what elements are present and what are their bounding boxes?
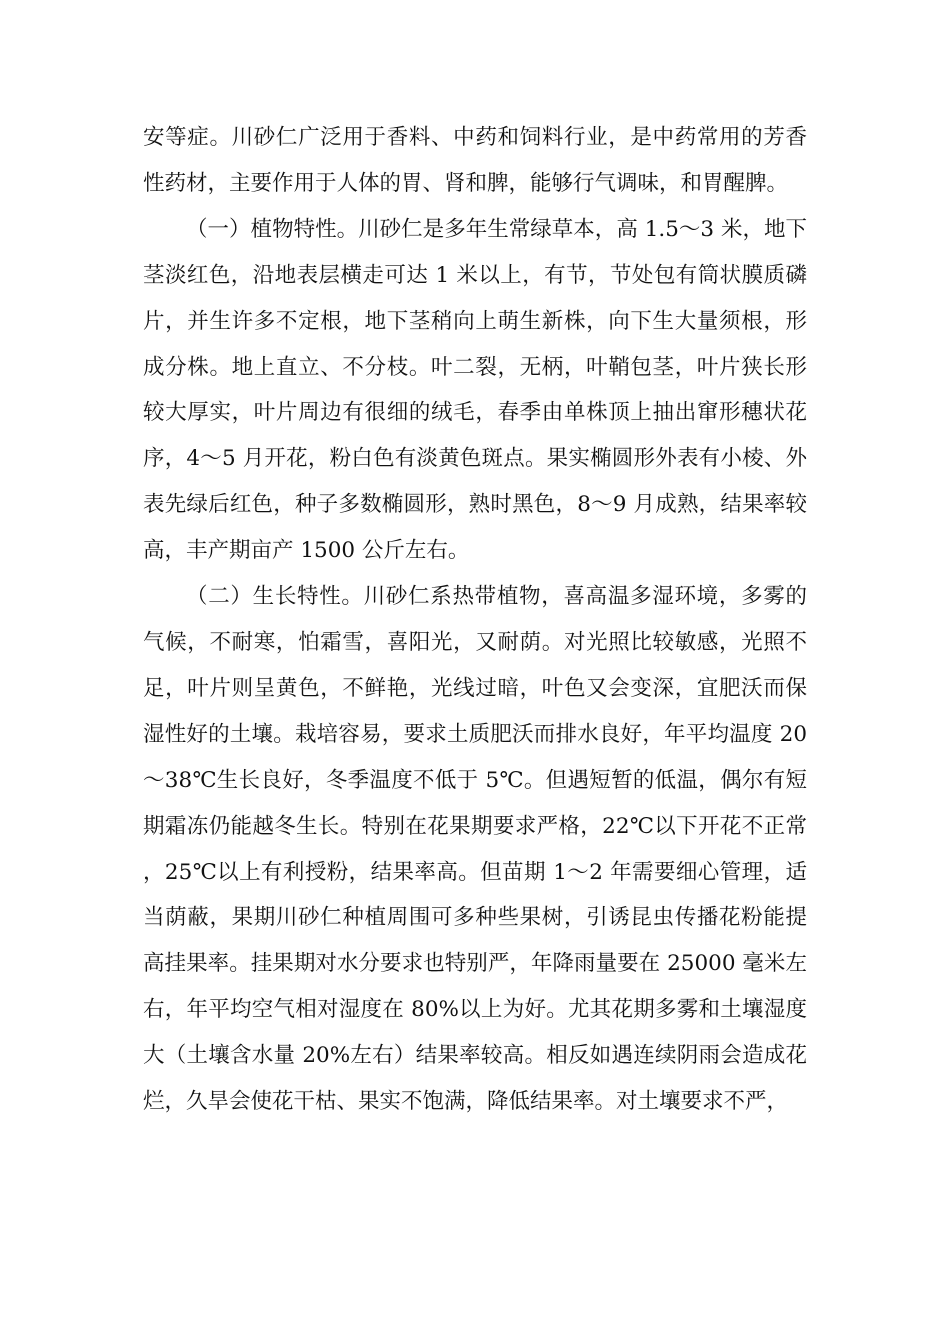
- paragraph-continuation: 安等症。川砂仁广泛用于香料、中药和饲料行业，是中药常用的芳香性药材，主要作用于人体的胃、肾和脾，能够行气调味，和胃醒脾。: [143, 125, 807, 196]
- paragraph-plant-characteristics: （一）植物特性。川砂仁是多年生常绿草本，高 1.5～3 米，地下茎淡红色，沿地表层横走可达 1 米以上，有节，节处包有筒状膜质磷片，并生许多不定根，地下茎稍向上萌生新株，向下生大量须根，形成分株。地上直立、不分枝。叶二裂，无柄，叶鞘包茎，叶片狭长形较大厚实，叶片周边有很细的绒毛，春季由单株顶上抽出窜形穗状花序，4～5 月开花，粉白色有淡黄色斑点。果实椭圆形外表有小棱、外表先绿后红色，种子多数椭圆形，熟时黑色，8～9 月成熟，结果率较高，丰产期亩产 1500 公斤左右。: [143, 216, 807, 564]
- paragraph-growth-characteristics: （二）生长特性。川砂仁系热带植物，喜高温多湿环境，多雾的气候，不耐寒，怕霜雪，喜阳光，又耐荫。对光照比较敏感，光照不足，叶片则呈黄色，不鲜艳，光线过暗，叶色又会变深，宜肥沃而保湿性好的土壤。栽培容易，要求土质肥沃而排水良好，年平均温度 20～38℃生长良好，冬季温度不低于 5℃。但遇短暂的低温，偶尔有短期霜冻仍能越冬生长。特别在花果期要求严格，22℃以下开花不正常，25℃以上有利授粉，结果率高。但苗期 1～2 年需要细心管理，适当荫蔽，果期川砂仁种植周围可多种些果树，引诱昆虫传播花粉能提高挂果率。挂果期对水分要求也特别严，年降雨量要在 25000 毫米左右，年平均空气相对湿度在 80%以上为好。尤其花期多雾和土壤湿度大（土壤含水量 20%左右）结果率较高。相反如遇连续阴雨会造成花烂，久旱会使花干枯、果实不饱满，降低结果率。对土壤要求不严，: [143, 584, 807, 1115]
- document-body: [143, 115, 807, 1125]
